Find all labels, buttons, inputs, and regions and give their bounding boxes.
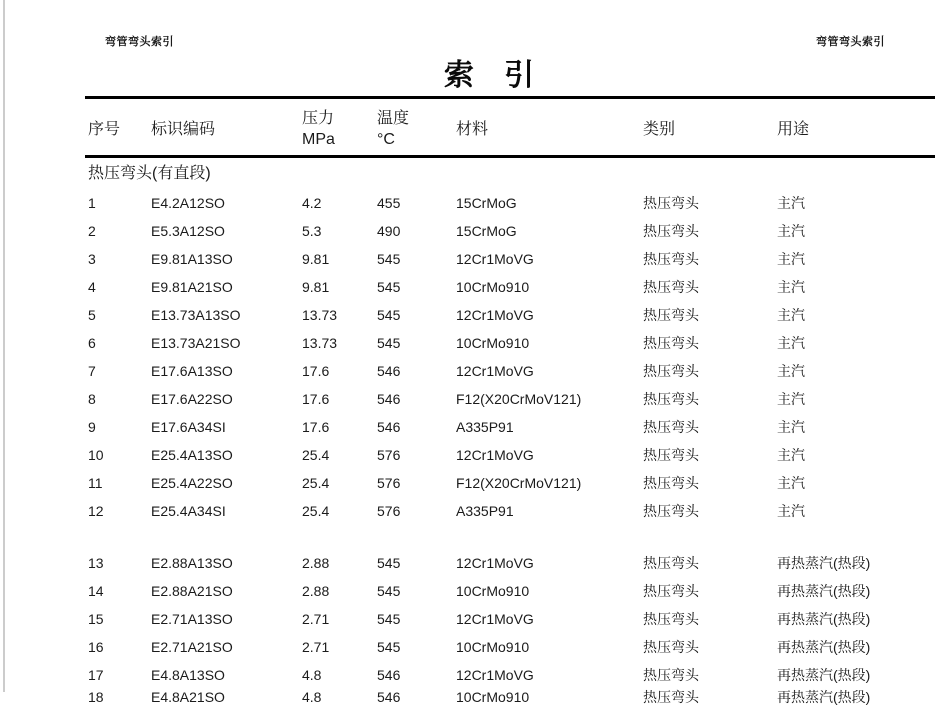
column-header-category bbox=[643, 103, 777, 155]
table-row bbox=[0, 497, 935, 525]
cell-code: E2.88A13SO bbox=[151, 555, 233, 571]
cell-material: 15CrMoG bbox=[456, 195, 517, 211]
table-row bbox=[0, 301, 935, 329]
cell-usage: 主汽 bbox=[777, 307, 805, 323]
cell-material: F12(X20CrMoV121) bbox=[456, 475, 582, 491]
cell-no: 4 bbox=[88, 279, 96, 295]
cell-no: 3 bbox=[88, 251, 96, 267]
cell-temperature: 545 bbox=[377, 335, 401, 351]
cell-category: 热压弯头 bbox=[643, 611, 699, 627]
cell-category: 热压弯头 bbox=[643, 195, 699, 211]
cell-category: 热压弯头 bbox=[643, 363, 699, 379]
table-row bbox=[0, 217, 935, 245]
cell-pressure: 25.4 bbox=[302, 447, 330, 463]
cell-code: E25.4A13SO bbox=[151, 447, 233, 463]
cell-no: 1 bbox=[88, 195, 96, 211]
cell-no: 12 bbox=[88, 503, 104, 519]
cell-no: 15 bbox=[88, 611, 104, 627]
cell-material: 12Cr1MoVG bbox=[456, 611, 534, 627]
table-row bbox=[0, 245, 935, 273]
cell-category: 热压弯头 bbox=[643, 391, 699, 407]
cell-no: 18 bbox=[88, 689, 104, 705]
cell-usage: 主汽 bbox=[777, 363, 805, 379]
cell-category: 热压弯头 bbox=[643, 475, 699, 491]
cell-category: 热压弯头 bbox=[643, 639, 699, 655]
cell-material: 12Cr1MoVG bbox=[456, 555, 534, 571]
row-gap bbox=[0, 525, 935, 549]
cell-usage: 主汽 bbox=[777, 391, 805, 407]
cell-code: E9.81A21SO bbox=[151, 279, 233, 295]
cell-material: F12(X20CrMoV121) bbox=[456, 391, 582, 407]
cell-temperature: 546 bbox=[377, 391, 401, 407]
cell-code: E2.71A13SO bbox=[151, 611, 233, 627]
table-row bbox=[0, 329, 935, 357]
cell-code: E13.73A21SO bbox=[151, 335, 241, 351]
cell-no: 5 bbox=[88, 307, 96, 323]
cell-pressure: 4.8 bbox=[302, 667, 322, 683]
cell-category: 热压弯头 bbox=[643, 419, 699, 435]
cell-material: 12Cr1MoVG bbox=[456, 307, 534, 323]
cell-no: 9 bbox=[88, 419, 96, 435]
table-row bbox=[0, 385, 935, 413]
cell-code: E25.4A34SI bbox=[151, 503, 226, 519]
running-header bbox=[105, 33, 885, 49]
cell-temperature: 545 bbox=[377, 611, 401, 627]
cell-category: 热压弯头 bbox=[643, 555, 699, 571]
column-header-label: 类别 bbox=[643, 120, 676, 138]
cell-no: 7 bbox=[88, 363, 96, 379]
cell-usage: 主汽 bbox=[777, 279, 805, 295]
column-header-usage bbox=[777, 103, 935, 155]
title-rule bbox=[85, 96, 935, 99]
section-title: 热压弯头(有直段) bbox=[88, 165, 211, 182]
column-header-no bbox=[88, 103, 151, 155]
cell-category: 热压弯头 bbox=[643, 335, 699, 351]
cell-usage: 主汽 bbox=[777, 447, 805, 463]
cell-category: 热压弯头 bbox=[643, 447, 699, 463]
cell-material: 10CrMo910 bbox=[456, 335, 530, 351]
cell-temperature: 545 bbox=[377, 279, 401, 295]
cell-no: 16 bbox=[88, 639, 104, 655]
cell-material: 10CrMo910 bbox=[456, 279, 530, 295]
cell-no: 8 bbox=[88, 391, 96, 407]
cell-temperature: 545 bbox=[377, 307, 401, 323]
cell-usage: 再热蒸汽(热段) bbox=[777, 583, 871, 599]
cell-pressure: 4.8 bbox=[302, 689, 322, 705]
cell-temperature: 576 bbox=[377, 475, 401, 491]
cell-code: E17.6A34SI bbox=[151, 419, 226, 435]
cell-code: E17.6A13SO bbox=[151, 363, 233, 379]
cell-usage: 主汽 bbox=[777, 223, 805, 239]
table-row bbox=[0, 189, 935, 217]
table-row bbox=[0, 273, 935, 301]
cell-code: E13.73A13SO bbox=[151, 307, 241, 323]
cell-no: 10 bbox=[88, 447, 104, 463]
cell-pressure: 4.2 bbox=[302, 195, 322, 211]
table-row bbox=[0, 605, 935, 633]
cell-usage: 主汽 bbox=[777, 251, 805, 267]
cell-pressure: 2.71 bbox=[302, 639, 330, 655]
cell-category: 热压弯头 bbox=[643, 583, 699, 599]
cell-pressure: 25.4 bbox=[302, 475, 330, 491]
cell-material: 12Cr1MoVG bbox=[456, 251, 534, 267]
cell-usage: 再热蒸汽(热段) bbox=[777, 639, 871, 655]
cell-temperature: 545 bbox=[377, 555, 401, 571]
cell-material: 12Cr1MoVG bbox=[456, 363, 534, 379]
cell-temperature: 576 bbox=[377, 503, 401, 519]
cell-pressure: 2.71 bbox=[302, 611, 330, 627]
cell-category: 热压弯头 bbox=[643, 503, 699, 519]
cell-material: 12Cr1MoVG bbox=[456, 447, 534, 463]
cell-material: A335P91 bbox=[456, 503, 514, 519]
cell-usage: 主汽 bbox=[777, 419, 805, 435]
cell-code: E25.4A22SO bbox=[151, 475, 233, 491]
column-header-label: 材料 bbox=[456, 120, 489, 138]
column-header-label: 标识编码 bbox=[151, 120, 216, 138]
column-header-label: 序号 bbox=[88, 120, 121, 138]
column-header-label: 温度 bbox=[377, 110, 410, 127]
page-title: 索 引 bbox=[443, 59, 537, 92]
cell-code: E17.6A22SO bbox=[151, 391, 233, 407]
cell-pressure: 25.4 bbox=[302, 503, 330, 519]
column-header-unit: MPa bbox=[302, 131, 335, 148]
cell-usage: 再热蒸汽(热段) bbox=[777, 667, 871, 683]
cell-temperature: 546 bbox=[377, 689, 401, 705]
table-row bbox=[0, 441, 935, 469]
cell-material: 10CrMo910 bbox=[456, 639, 530, 655]
cell-usage: 主汽 bbox=[777, 503, 805, 519]
cell-pressure: 17.6 bbox=[302, 419, 330, 435]
cell-pressure: 9.81 bbox=[302, 251, 330, 267]
cell-no: 6 bbox=[88, 335, 96, 351]
cell-pressure: 5.3 bbox=[302, 223, 322, 239]
cell-pressure: 2.88 bbox=[302, 583, 330, 599]
table-row bbox=[0, 413, 935, 441]
cell-usage: 再热蒸汽(热段) bbox=[777, 689, 871, 705]
cell-code: E2.71A21SO bbox=[151, 639, 233, 655]
cell-code: E9.81A13SO bbox=[151, 251, 233, 267]
cell-category: 热压弯头 bbox=[643, 251, 699, 267]
cell-category: 热压弯头 bbox=[643, 689, 699, 705]
cell-usage: 再热蒸汽(热段) bbox=[777, 555, 871, 571]
column-header-temperature bbox=[377, 103, 456, 155]
cell-category: 热压弯头 bbox=[643, 279, 699, 295]
cell-no: 17 bbox=[88, 667, 104, 683]
table-row bbox=[0, 577, 935, 605]
cell-usage: 主汽 bbox=[777, 475, 805, 491]
cell-pressure: 13.73 bbox=[302, 335, 338, 351]
column-header-label: 压力 bbox=[302, 110, 335, 127]
cell-pressure: 13.73 bbox=[302, 307, 338, 323]
cell-material: 15CrMoG bbox=[456, 223, 517, 239]
cell-material: A335P91 bbox=[456, 419, 514, 435]
table-body bbox=[0, 158, 935, 711]
table-row bbox=[0, 357, 935, 385]
cell-pressure: 9.81 bbox=[302, 279, 330, 295]
cell-no: 2 bbox=[88, 223, 96, 239]
cell-usage: 主汽 bbox=[777, 335, 805, 351]
column-header-material bbox=[456, 103, 643, 155]
column-header-pressure bbox=[302, 103, 377, 155]
cell-temperature: 490 bbox=[377, 223, 401, 239]
cell-code: E2.88A21SO bbox=[151, 583, 233, 599]
cell-code: E4.8A13SO bbox=[151, 667, 225, 683]
cell-pressure: 17.6 bbox=[302, 363, 330, 379]
cell-temperature: 545 bbox=[377, 639, 401, 655]
cell-pressure: 2.88 bbox=[302, 555, 330, 571]
running-header-left: 弯管弯头索引 bbox=[105, 36, 174, 48]
table-row bbox=[0, 549, 935, 577]
cell-no: 13 bbox=[88, 555, 104, 571]
column-header-unit: °C bbox=[377, 131, 395, 148]
cell-material: 10CrMo910 bbox=[456, 583, 530, 599]
cell-pressure: 17.6 bbox=[302, 391, 330, 407]
cell-code: E5.3A12SO bbox=[151, 223, 225, 239]
cell-no: 14 bbox=[88, 583, 104, 599]
cell-category: 热压弯头 bbox=[643, 223, 699, 239]
cell-category: 热压弯头 bbox=[643, 667, 699, 683]
table-row bbox=[0, 469, 935, 497]
column-header-code bbox=[151, 103, 302, 155]
cell-usage: 主汽 bbox=[777, 195, 805, 211]
cell-code: E4.2A12SO bbox=[151, 195, 225, 211]
cell-usage: 再热蒸汽(热段) bbox=[777, 611, 871, 627]
cell-material: 10CrMo910 bbox=[456, 689, 530, 705]
cell-temperature: 455 bbox=[377, 195, 401, 211]
cell-temperature: 576 bbox=[377, 447, 401, 463]
cell-material: 12Cr1MoVG bbox=[456, 667, 534, 683]
running-header-right: 弯管弯头索引 bbox=[816, 36, 885, 48]
table-row bbox=[0, 633, 935, 661]
table-header-row bbox=[0, 103, 935, 155]
cell-temperature: 545 bbox=[377, 251, 401, 267]
cell-temperature: 545 bbox=[377, 583, 401, 599]
cell-no: 11 bbox=[88, 475, 103, 491]
cell-category: 热压弯头 bbox=[643, 307, 699, 323]
table-row bbox=[0, 683, 935, 711]
cell-code: E4.8A21SO bbox=[151, 689, 225, 705]
cell-temperature: 546 bbox=[377, 363, 401, 379]
cell-temperature: 546 bbox=[377, 667, 401, 683]
cell-temperature: 546 bbox=[377, 419, 401, 435]
column-header-label: 用途 bbox=[777, 120, 810, 138]
